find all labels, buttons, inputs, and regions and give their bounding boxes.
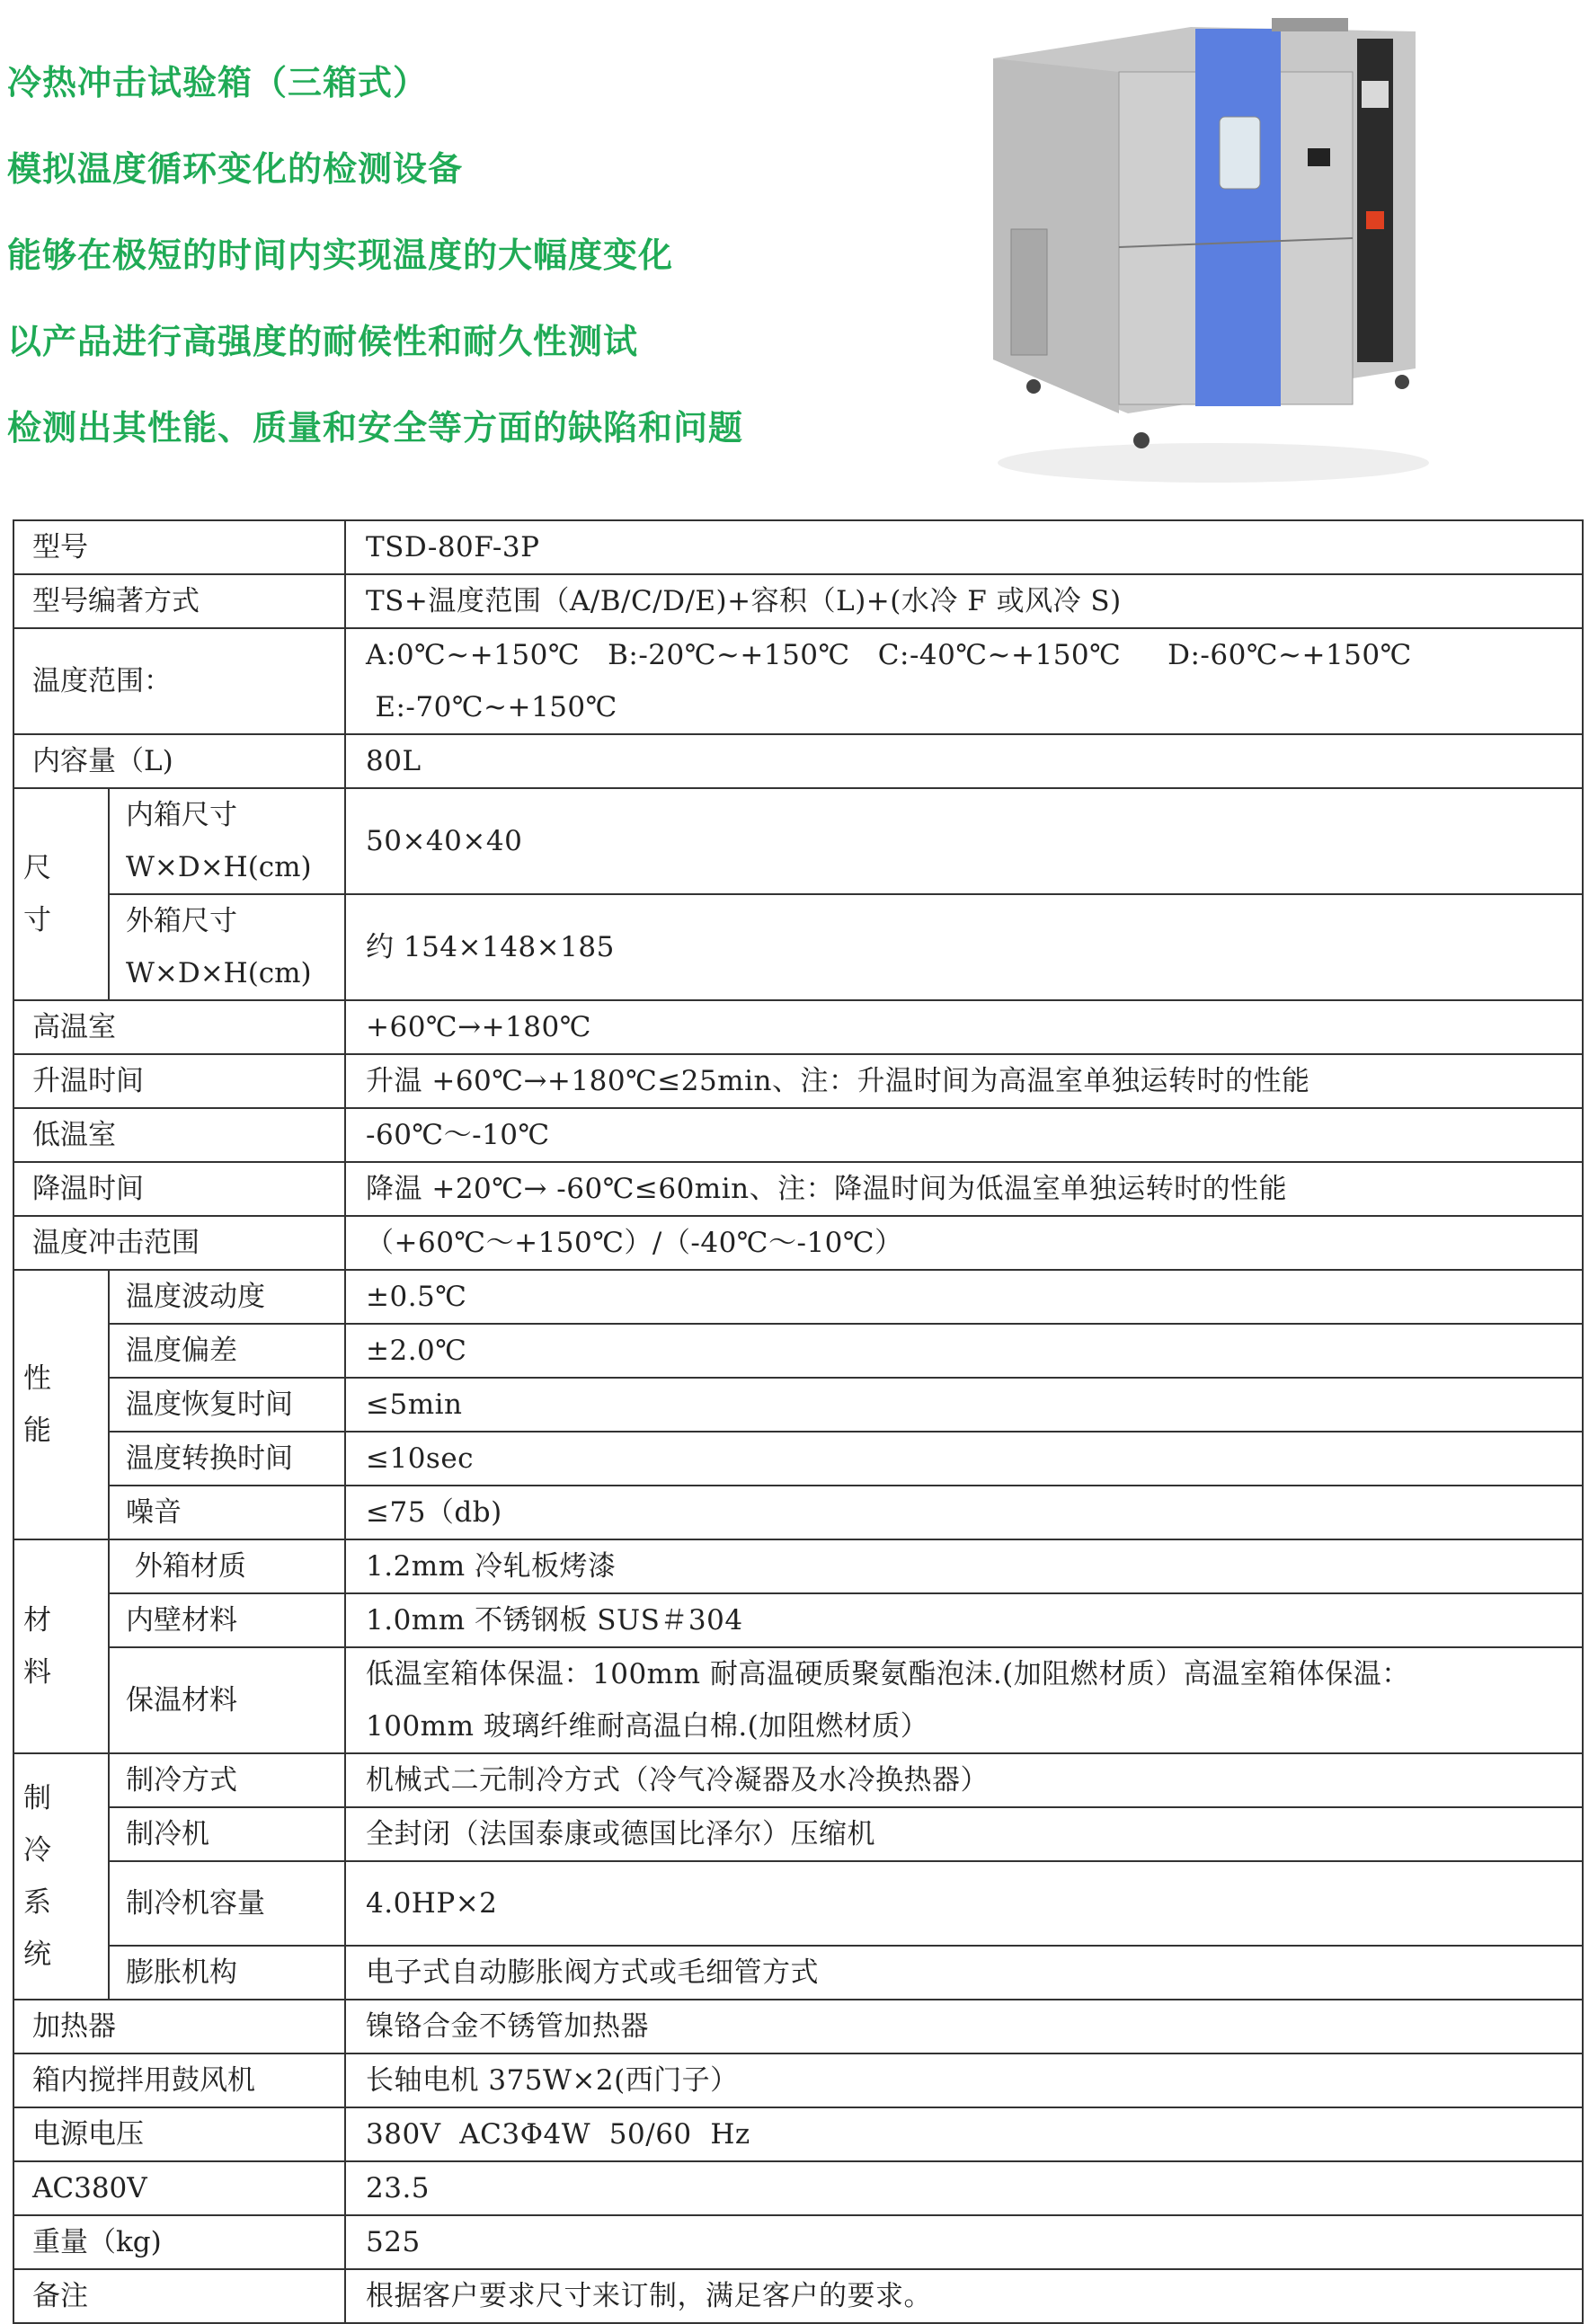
spec-value: +60℃→+180℃ <box>345 1000 1583 1054</box>
spec-label: 升温时间 <box>13 1054 345 1108</box>
spec-value: 4.0HP×2 <box>345 1861 1583 1946</box>
range-line: E:-70℃~+150℃ <box>366 691 617 723</box>
spec-label: 型号编著方式 <box>13 574 345 628</box>
table-row <box>13 628 1583 734</box>
table-row <box>13 1270 1583 1324</box>
spec-label: 重量（kg) <box>13 2215 345 2269</box>
spec-label: 温度偏差 <box>109 1324 345 1378</box>
table-row <box>13 1647 1583 1753</box>
table-row <box>13 2107 1583 2161</box>
table-row <box>13 1324 1583 1378</box>
table-row <box>13 1432 1583 1486</box>
spec-value: 机械式二元制冷方式（冷气冷凝器及水冷换热器） <box>345 1753 1583 1807</box>
headline-block <box>7 56 960 487</box>
spec-value: 升温 +60℃→+180℃≤25min、注：升温时间为高温室单独运转时的性能 <box>345 1054 1583 1108</box>
spec-label: 温度恢复时间 <box>109 1378 345 1432</box>
spec-value: 525 <box>345 2215 1583 2269</box>
table-row <box>13 1108 1583 1162</box>
spec-label: 噪音 <box>109 1486 345 1539</box>
spec-value: 电子式自动膨胀阀方式或毛细管方式 <box>345 1946 1583 2000</box>
spec-label: 外箱尺寸 W×D×H(cm) <box>109 894 345 1000</box>
spec-value: ≤10sec <box>345 1432 1583 1486</box>
spec-label: 内箱尺寸 W×D×H(cm) <box>109 788 345 894</box>
table-row <box>13 1000 1583 1054</box>
table-row <box>13 1593 1583 1647</box>
spec-value: TSD-80F-3P <box>345 520 1583 574</box>
spec-value: ±0.5℃ <box>345 1270 1583 1324</box>
table-row <box>13 2161 1583 2215</box>
table-row <box>13 574 1583 628</box>
table-row <box>13 1539 1583 1593</box>
spec-label: 内壁材料 <box>109 1593 345 1647</box>
spec-label: 备注 <box>13 2269 345 2323</box>
spec-label: 膨胀机构 <box>109 1946 345 2000</box>
spec-value: 镍铬合金不锈管加热器 <box>345 2000 1583 2053</box>
spec-label: 制冷机容量 <box>109 1861 345 1946</box>
spec-value: 80L <box>345 734 1583 788</box>
table-row <box>13 788 1583 894</box>
group-label-performance: 性 能 <box>13 1270 109 1539</box>
spec-value: ≤75（db) <box>345 1486 1583 1539</box>
spec-value: 50×40×40 <box>345 788 1583 894</box>
spec-value: -60℃～-10℃ <box>345 1108 1583 1162</box>
spec-label: 低温室 <box>13 1108 345 1162</box>
spec-value <box>345 628 1583 734</box>
table-row <box>13 1753 1583 1807</box>
range-line: A:0℃~+150℃ B:-20℃~+150℃ C:-40℃~+150℃ D:-60℃~+150℃ <box>366 639 1412 671</box>
table-row <box>13 2269 1583 2323</box>
table-row <box>13 894 1583 1000</box>
table-row <box>13 1486 1583 1539</box>
table-row <box>13 734 1583 788</box>
spec-value: ≤5min <box>345 1378 1583 1432</box>
table-row <box>13 2000 1583 2053</box>
spec-value: 1.2mm 冷轧板烤漆 <box>345 1539 1583 1593</box>
thermal-shock-chamber-icon <box>984 9 1438 490</box>
spec-label: 型号 <box>13 520 345 574</box>
spec-value: TS+温度范围（A/B/C/D/E)+容积（L)+(水冷 F 或风冷 S) <box>345 574 1583 628</box>
spec-value: 根据客户要求尺寸来订制，满足客户的要求。 <box>345 2269 1583 2323</box>
product-image <box>984 9 1438 490</box>
spec-label: 高温室 <box>13 1000 345 1054</box>
spec-label: 制冷方式 <box>109 1753 345 1807</box>
spec-label: 温度波动度 <box>109 1270 345 1324</box>
spec-value: 1.0mm 不锈钢板 SUS＃304 <box>345 1593 1583 1647</box>
table-row <box>13 1807 1583 1861</box>
spec-label: 电源电压 <box>13 2107 345 2161</box>
headline-line: 检测出其性能、质量和安全等方面的缺陷和问题 <box>7 408 744 448</box>
spec-label: 制冷机 <box>109 1807 345 1861</box>
table-row <box>13 2215 1583 2269</box>
spec-value: （+60℃～+150℃）/（-40℃～-10℃） <box>345 1216 1583 1270</box>
spec-value: 全封闭（法国泰康或德国比泽尔）压缩机 <box>345 1807 1583 1861</box>
table-row <box>13 1946 1583 2000</box>
table-row <box>13 1378 1583 1432</box>
spec-label: 加热器 <box>13 2000 345 2053</box>
spec-label: 降温时间 <box>13 1162 345 1216</box>
headline-line: 以产品进行高强度的耐候性和耐久性测试 <box>7 322 639 361</box>
spec-value: 380V AC3Φ4W 50/60 Hz <box>345 2107 1583 2161</box>
group-label-material: 材 料 <box>13 1539 109 1753</box>
table-row <box>13 1861 1583 1946</box>
spec-value: 降温 +20℃→ -60℃≤60min、注：降温时间为低温室单独运转时的性能 <box>345 1162 1583 1216</box>
spec-value: 23.5 <box>345 2161 1583 2215</box>
group-label-size: 尺 寸 <box>13 788 109 1000</box>
spec-label: 保温材料 <box>109 1647 345 1753</box>
group-label-refrigeration: 制 冷 系 统 <box>13 1753 109 2000</box>
table-row <box>13 520 1583 574</box>
spec-value: 长轴电机 375W×2(西门子） <box>345 2053 1583 2107</box>
spec-value: ±2.0℃ <box>345 1324 1583 1378</box>
headline-line: 模拟温度循环变化的检测设备 <box>7 149 464 189</box>
spec-label: 温度冲击范围 <box>13 1216 345 1270</box>
table-row <box>13 2053 1583 2107</box>
headline-title: 冷热冲击试验箱（三箱式） <box>7 63 429 102</box>
table-row <box>13 1162 1583 1216</box>
spec-value: 约 154×148×185 <box>345 894 1583 1000</box>
headline-line: 能够在极短的时间内实现温度的大幅度变化 <box>7 235 674 275</box>
spec-label: AC380V <box>13 2161 345 2215</box>
spec-label: 内容量（L) <box>13 734 345 788</box>
spec-label: 箱内搅拌用鼓风机 <box>13 2053 345 2107</box>
table-row <box>13 1216 1583 1270</box>
spec-value: 低温室箱体保温：100mm 耐高温硬质聚氨酯泡沫.(加阻燃材质）高温室箱体保温： 100mm 玻璃纤维耐高温白棉.(加阻燃材质） <box>345 1647 1583 1753</box>
spec-label: 温度转换时间 <box>109 1432 345 1486</box>
spec-table <box>13 519 1584 2324</box>
table-row <box>13 1054 1583 1108</box>
spec-label: 温度范围： <box>13 628 345 734</box>
spec-label: 外箱材质 <box>109 1539 345 1593</box>
